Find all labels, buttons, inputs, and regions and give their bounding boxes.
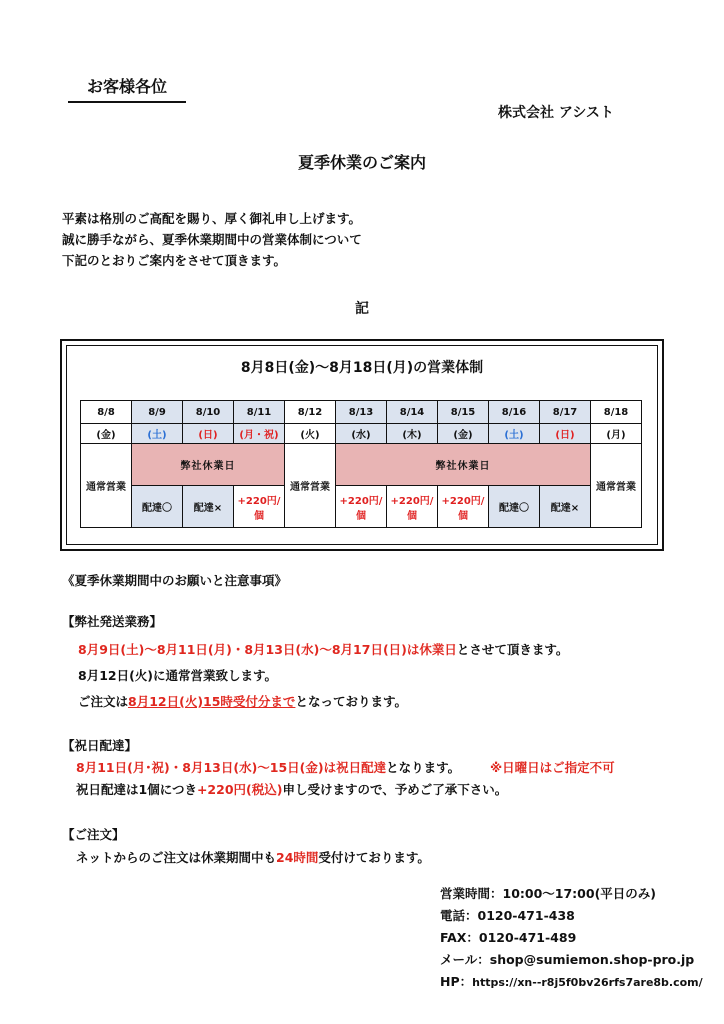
ki-mark: 記 — [355, 301, 369, 317]
weekday-cell: (火) — [285, 424, 336, 444]
intro-text — [62, 208, 362, 271]
email-address: メール：shop@sumiemon.shop-pro.jp — [440, 952, 695, 967]
weekday-cell: (日) — [540, 424, 591, 444]
order-deadline: 8月12日(火)15時受付分まで — [128, 694, 296, 709]
weekday-cell: (水) — [336, 424, 387, 444]
shipping-line-1-rest: とさせて頂きます。 — [456, 642, 569, 657]
date-cell: 8/11 — [234, 401, 285, 424]
date-cell: 8/15 — [438, 401, 489, 424]
schedule-title: 8月8日(金)～8月18日(月)の営業体制 — [240, 360, 484, 376]
shipping-line-1 — [78, 640, 568, 658]
holiday-surcharge: +220円(税込) — [196, 782, 283, 797]
weekday-cell: (月・祝) — [234, 424, 285, 444]
date-cell: 8/12 — [285, 401, 336, 424]
normal-business-cell: 通常営業 — [285, 444, 336, 528]
fax-number: FAX：0120-471-489 — [440, 930, 577, 945]
order-line — [76, 848, 430, 866]
weekday-cell: (金) — [81, 424, 132, 444]
holiday-line-2-post: 申し受けますので、予めご了承下さい。 — [282, 782, 508, 797]
date-cell: 8/16 — [489, 401, 540, 424]
order-24h: 24時間 — [276, 850, 319, 865]
order-line-pre: ネットからのご注文は休業期間中も — [76, 850, 277, 865]
sunday-note: ※日曜日はご指定不可 — [490, 760, 615, 775]
business-hours: 営業時間：10:00～17:00(平日のみ) — [440, 886, 657, 901]
intro-line: 平素は格別のご高配を賜り、厚く御礼申し上げます。 — [62, 211, 362, 226]
date-row — [81, 401, 642, 424]
delivery-cell: 配達× — [540, 486, 591, 528]
delivery-cell: +220円/個 — [387, 486, 438, 528]
schedule-table — [80, 400, 642, 528]
weekday-row — [81, 424, 642, 444]
closed-days-cell: 弊社休業日 — [336, 444, 591, 486]
shipping-line-3-post: となっております。 — [295, 694, 407, 709]
weekday-cell: (月) — [591, 424, 642, 444]
holiday-delivery-days: 8月11日(月･祝)・8月13日(水)～15日(金)は祝日配達 — [76, 760, 387, 775]
shipping-line-2: 8月12日(火)に通常営業致します。 — [78, 668, 278, 683]
delivery-cell: +220円/個 — [336, 486, 387, 528]
delivery-cell: +220円/個 — [438, 486, 489, 528]
shipping-closed-days: 8月9日(土)～8月11日(月)・8月13日(水)～8月17日(日)は休業日 — [78, 642, 457, 657]
closed-days-cell: 弊社休業日 — [132, 444, 285, 486]
date-cell: 8/18 — [591, 401, 642, 424]
order-heading: 【ご注文】 — [62, 827, 125, 842]
date-cell: 8/14 — [387, 401, 438, 424]
delivery-cell: +220円/個 — [234, 486, 285, 528]
homepage — [440, 972, 703, 990]
delivery-cell: 配達〇 — [489, 486, 540, 528]
intro-line: 誠に勝手ながら、夏季休業期間中の営業体制について — [62, 232, 362, 247]
delivery-cell: 配達× — [183, 486, 234, 528]
phone-number: 電話：0120-471-438 — [440, 908, 575, 923]
closure-row — [81, 444, 642, 486]
order-line-post: 受付けております。 — [318, 850, 430, 865]
weekday-cell: (金) — [438, 424, 489, 444]
date-cell: 8/10 — [183, 401, 234, 424]
delivery-row — [81, 486, 642, 528]
intro-line: 下記のとおりご案内をさせて頂きます。 — [62, 253, 287, 268]
holiday-heading: 【祝日配達】 — [62, 738, 138, 753]
date-cell: 8/17 — [540, 401, 591, 424]
delivery-cell: 配達〇 — [132, 486, 183, 528]
homepage-label: HP： — [440, 974, 473, 989]
shipping-line-3-pre: ご注文は — [78, 694, 129, 709]
weekday-cell: (日) — [183, 424, 234, 444]
weekday-cell: (土) — [489, 424, 540, 444]
shipping-heading: 【弊社発送業務】 — [62, 614, 163, 629]
normal-business-cell: 通常営業 — [81, 444, 132, 528]
holiday-line-2-pre: 祝日配達は1個につき — [76, 782, 197, 797]
homepage-link[interactable]: https://xn--r8j5f0bv26rfs7are8b.com/ — [472, 976, 703, 989]
shipping-line-3 — [78, 692, 407, 710]
page-title: 夏季休業のご案内 — [297, 153, 426, 172]
weekday-cell: (木) — [387, 424, 438, 444]
date-cell: 8/13 — [336, 401, 387, 424]
date-cell: 8/8 — [81, 401, 132, 424]
holiday-line-1-rest: となります。 — [386, 760, 461, 775]
holiday-line-1 — [76, 758, 460, 776]
notes-heading: 《夏季休業期間中のお願いと注意事項》 — [62, 573, 288, 588]
date-cell: 8/9 — [132, 401, 183, 424]
weekday-cell: (土) — [132, 424, 183, 444]
normal-business-cell: 通常営業 — [591, 444, 642, 528]
company-name: 株式会社 アシスト — [498, 105, 614, 121]
holiday-line-2 — [76, 780, 507, 798]
addressee: お客様各位 — [68, 74, 186, 103]
